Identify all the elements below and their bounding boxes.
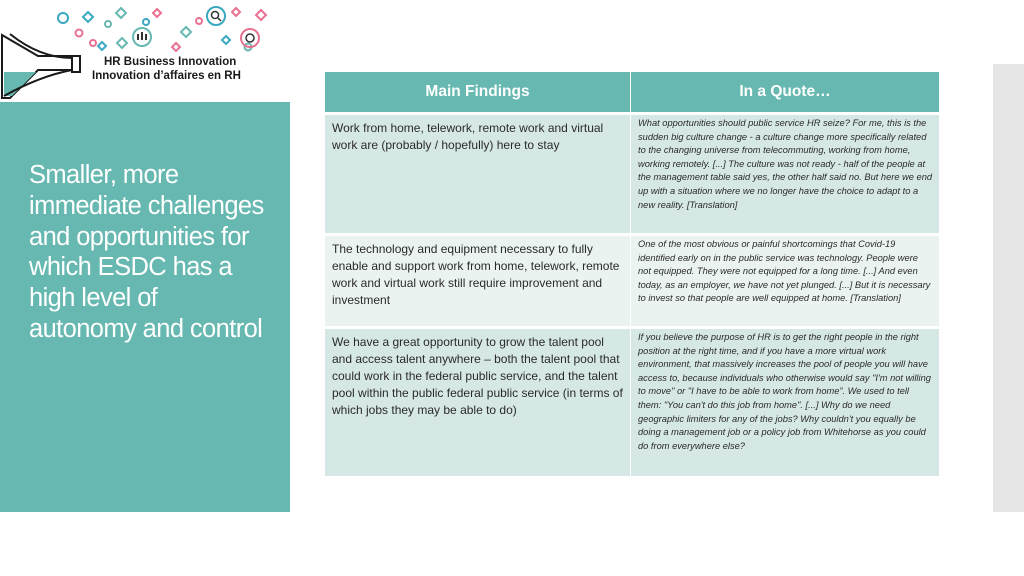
table-row bbox=[325, 112, 939, 233]
logo-line-1: HR Business Innovation bbox=[104, 56, 237, 68]
logo-text bbox=[92, 55, 282, 83]
finding-cell: Work from home, telework, remote work and virtual work are (probably / hopefully) here to stay bbox=[325, 115, 631, 233]
diamond-icon bbox=[83, 12, 93, 22]
sidebar-heading: Smaller, more immediate challenges and opportunities for which ESDC has a high level of autonomy and control bbox=[29, 161, 264, 343]
logo bbox=[0, 0, 290, 102]
quote-cell: One of the most obvious or painful shortcomings that Covid-19 identified early on in the public service was technology. People were not equipped. They were not equipped for a long time. [...] And even today, as an employer, we have not yet plunged. [...] But it is necessary to invest so that people are well equipped at home. [Translation] bbox=[631, 236, 939, 326]
table-row bbox=[325, 326, 939, 476]
logo-graphic bbox=[0, 0, 290, 102]
sidebar-panel bbox=[0, 102, 290, 512]
table-header bbox=[325, 72, 939, 112]
finding-cell: We have a great opportunity to grow the talent pool and access talent anywhere – both the talent pool that could work in the federal public service, and the talent pool within the public federal public service (in terms of which jobs they may be able to do) bbox=[325, 329, 631, 476]
right-scroll-strip bbox=[993, 64, 1024, 512]
header-main-findings: Main Findings bbox=[325, 72, 631, 112]
logo-line-2: Innovation d’affaires en RH bbox=[92, 70, 241, 82]
circle-icon bbox=[58, 13, 68, 23]
finding-cell: The technology and equipment necessary to fully enable and support work from home, telework, remote work and virtual work still require improvement and investment bbox=[325, 236, 631, 326]
quote-cell: If you believe the purpose of HR is to get the right people in the right position at the right time, and if you have a more virtual work environment, that massively increases the pool of people you will have access to, because individuals who otherwise would say "I'm not willing to move" or "I have to be able to work from home”. We used to tell them: "You can't do this job from home". [...] Why do we need geographic limiters for any of the jobs? Why couldn't you equally be doing a management job or a policy job from Whitehorse as you could do from everywhere else? bbox=[631, 329, 939, 476]
findings-table bbox=[325, 72, 939, 476]
quote-cell: What opportunities should public service HR seize? For me, this is the sudden big culture change - a culture change more specifically related to the changing universe from telecommuting, working from home, working remotely. [...] The culture was not ready - half of the people at the management table said yes, the other half said no. But here we end up with a situation where we no longer have the choice to adapt to a new reality. [Translation] bbox=[631, 115, 939, 233]
header-in-a-quote: In a Quote… bbox=[631, 72, 939, 112]
magnifier-icon bbox=[207, 7, 225, 25]
table-row bbox=[325, 233, 939, 326]
